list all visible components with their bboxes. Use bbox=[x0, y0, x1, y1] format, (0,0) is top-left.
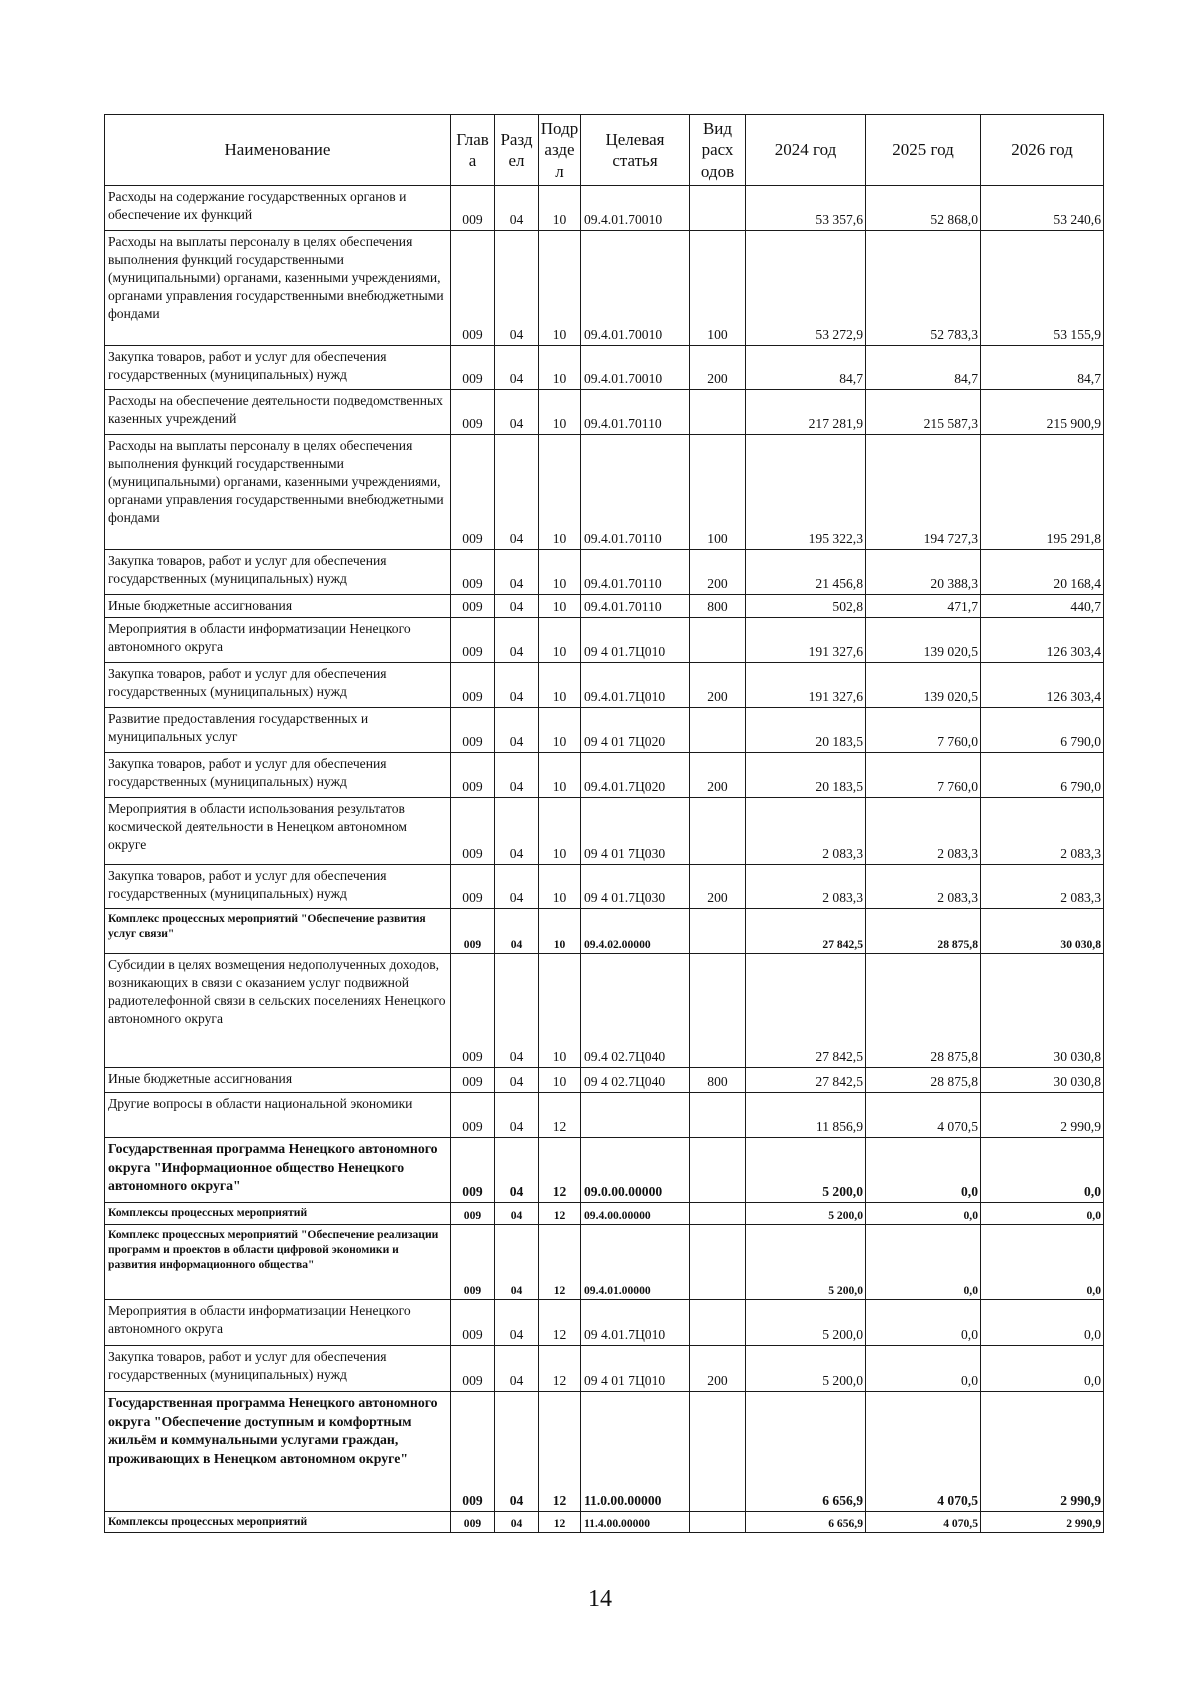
row-target-article: 09.4.01.70110 bbox=[581, 595, 690, 618]
row-target-article: 09.4 02.7Ц040 bbox=[581, 954, 690, 1068]
row-razdel: 04 bbox=[495, 1225, 539, 1300]
row-2025: 20 388,3 bbox=[866, 550, 981, 595]
row-podrazdel: 10 bbox=[539, 663, 581, 708]
row-expense-type bbox=[690, 1093, 746, 1138]
row-podrazdel: 10 bbox=[539, 390, 581, 435]
row-razdel: 04 bbox=[495, 1138, 539, 1203]
row-2024: 11 856,9 bbox=[746, 1093, 866, 1138]
row-name: Другие вопросы в области национальной экономики bbox=[105, 1093, 451, 1138]
row-name: Закупка товаров, работ и услуг для обеспечения государственных (муниципальных) нужд bbox=[105, 346, 451, 390]
row-name: Государственная программа Ненецкого автономного округа "Обеспечение доступным и комфортным жильём и коммунальными услугами граждан, проживающих в Ненецком автономном округе" bbox=[105, 1392, 451, 1512]
row-2026: 0,0 bbox=[981, 1346, 1104, 1392]
row-2026: 84,7 bbox=[981, 346, 1104, 390]
row-target-article: 09.4.01.70010 bbox=[581, 346, 690, 390]
row-2024: 20 183,5 bbox=[746, 708, 866, 753]
table-row bbox=[105, 1392, 1104, 1512]
table-row bbox=[105, 753, 1104, 798]
row-razdel: 04 bbox=[495, 798, 539, 865]
row-name: Закупка товаров, работ и услуг для обеспечения государственных (муниципальных) нужд bbox=[105, 550, 451, 595]
row-target-article: 09.4.01.7Ц020 bbox=[581, 753, 690, 798]
row-expense-type bbox=[690, 1203, 746, 1225]
row-target-article: 09 4 01 7Ц010 bbox=[581, 1346, 690, 1392]
row-target-article: 09.0.00.00000 bbox=[581, 1138, 690, 1203]
row-glava: 009 bbox=[451, 1068, 495, 1093]
row-2024: 502,8 bbox=[746, 595, 866, 618]
row-2024: 53 357,6 bbox=[746, 186, 866, 231]
row-expense-type bbox=[690, 954, 746, 1068]
row-glava: 009 bbox=[451, 1300, 495, 1346]
row-2024: 5 200,0 bbox=[746, 1225, 866, 1300]
row-name: Закупка товаров, работ и услуг для обеспечения государственных (муниципальных) нужд bbox=[105, 1346, 451, 1392]
table-row bbox=[105, 550, 1104, 595]
row-2026: 2 990,9 bbox=[981, 1093, 1104, 1138]
row-2026: 0,0 bbox=[981, 1225, 1104, 1300]
row-razdel: 04 bbox=[495, 231, 539, 346]
row-razdel: 04 bbox=[495, 390, 539, 435]
row-expense-type bbox=[690, 1138, 746, 1203]
row-2026: 0,0 bbox=[981, 1300, 1104, 1346]
row-podrazdel: 12 bbox=[539, 1138, 581, 1203]
row-2024: 6 656,9 bbox=[746, 1512, 866, 1533]
row-name: Мероприятия в области информатизации Ненецкого автономного округа bbox=[105, 618, 451, 663]
row-expense-type bbox=[690, 1300, 746, 1346]
row-2024: 217 281,9 bbox=[746, 390, 866, 435]
row-razdel: 04 bbox=[495, 186, 539, 231]
row-podrazdel: 12 bbox=[539, 1392, 581, 1512]
row-expense-type: 200 bbox=[690, 663, 746, 708]
row-name: Субсидии в целях возмещения недополученных доходов, возникающих в связи с оказанием услуг подвижной радиотелефонной связи в сельских поселениях Ненецкого автономного округа bbox=[105, 954, 451, 1068]
row-expense-type bbox=[690, 708, 746, 753]
row-2025: 28 875,8 bbox=[866, 1068, 981, 1093]
row-expense-type: 100 bbox=[690, 435, 746, 550]
row-glava: 009 bbox=[451, 663, 495, 708]
row-2025: 28 875,8 bbox=[866, 954, 981, 1068]
row-razdel: 04 bbox=[495, 550, 539, 595]
row-2025: 0,0 bbox=[866, 1138, 981, 1203]
row-glava: 009 bbox=[451, 595, 495, 618]
row-2026: 30 030,8 bbox=[981, 954, 1104, 1068]
row-glava: 009 bbox=[451, 1225, 495, 1300]
row-2026: 195 291,8 bbox=[981, 435, 1104, 550]
row-2024: 5 200,0 bbox=[746, 1346, 866, 1392]
row-2026: 2 083,3 bbox=[981, 798, 1104, 865]
row-expense-type: 200 bbox=[690, 865, 746, 909]
row-razdel: 04 bbox=[495, 1392, 539, 1512]
row-target-article: 09.4.01.70110 bbox=[581, 550, 690, 595]
row-2026: 20 168,4 bbox=[981, 550, 1104, 595]
row-2025: 4 070,5 bbox=[866, 1093, 981, 1138]
row-target-article: 11.4.00.00000 bbox=[581, 1512, 690, 1533]
row-glava: 009 bbox=[451, 1392, 495, 1512]
row-2024: 20 183,5 bbox=[746, 753, 866, 798]
row-expense-type bbox=[690, 1512, 746, 1533]
row-podrazdel: 10 bbox=[539, 798, 581, 865]
row-podrazdel: 10 bbox=[539, 618, 581, 663]
row-2026: 126 303,4 bbox=[981, 663, 1104, 708]
row-2026: 0,0 bbox=[981, 1138, 1104, 1203]
row-razdel: 04 bbox=[495, 663, 539, 708]
table-row bbox=[105, 1203, 1104, 1225]
row-podrazdel: 12 bbox=[539, 1203, 581, 1225]
row-podrazdel: 12 bbox=[539, 1300, 581, 1346]
row-name: Мероприятия в области использования результатов космической деятельности в Ненецком автономном округе bbox=[105, 798, 451, 865]
row-name: Государственная программа Ненецкого автономного округа "Информационное общество Ненецкого автономного округа" bbox=[105, 1138, 451, 1203]
row-2026: 2 990,9 bbox=[981, 1392, 1104, 1512]
row-razdel: 04 bbox=[495, 865, 539, 909]
row-2025: 84,7 bbox=[866, 346, 981, 390]
row-expense-type: 200 bbox=[690, 1346, 746, 1392]
table-row bbox=[105, 865, 1104, 909]
table-row bbox=[105, 708, 1104, 753]
row-2026: 2 990,9 bbox=[981, 1512, 1104, 1533]
row-target-article: 09 4 01 7Ц030 bbox=[581, 798, 690, 865]
header-name: Наименование bbox=[105, 115, 451, 186]
row-razdel: 04 bbox=[495, 1346, 539, 1392]
row-razdel: 04 bbox=[495, 1068, 539, 1093]
row-target-article: 09 4 01 7Ц020 bbox=[581, 708, 690, 753]
row-target-article: 09.4.01.70010 bbox=[581, 186, 690, 231]
row-glava: 009 bbox=[451, 618, 495, 663]
table-row bbox=[105, 909, 1104, 954]
row-razdel: 04 bbox=[495, 595, 539, 618]
row-2025: 471,7 bbox=[866, 595, 981, 618]
row-2025: 4 070,5 bbox=[866, 1392, 981, 1512]
row-target-article: 09 4 01.7Ц030 bbox=[581, 865, 690, 909]
table-row bbox=[105, 1068, 1104, 1093]
table-header-row bbox=[105, 115, 1104, 186]
row-2026: 6 790,0 bbox=[981, 708, 1104, 753]
row-glava: 009 bbox=[451, 708, 495, 753]
row-2026: 53 240,6 bbox=[981, 186, 1104, 231]
row-2024: 5 200,0 bbox=[746, 1300, 866, 1346]
row-2024: 21 456,8 bbox=[746, 550, 866, 595]
table-row bbox=[105, 186, 1104, 231]
row-2024: 191 327,6 bbox=[746, 663, 866, 708]
row-2025: 28 875,8 bbox=[866, 909, 981, 954]
header-podrazdel: Подр азде л bbox=[539, 115, 581, 186]
row-expense-type: 100 bbox=[690, 231, 746, 346]
row-podrazdel: 10 bbox=[539, 1068, 581, 1093]
row-2026: 126 303,4 bbox=[981, 618, 1104, 663]
header-target-article: Целевая статья bbox=[581, 115, 690, 186]
table-row bbox=[105, 231, 1104, 346]
row-name: Иные бюджетные ассигнования bbox=[105, 595, 451, 618]
row-glava: 009 bbox=[451, 753, 495, 798]
row-2025: 215 587,3 bbox=[866, 390, 981, 435]
row-2025: 4 070,5 bbox=[866, 1512, 981, 1533]
row-expense-type bbox=[690, 390, 746, 435]
row-2025: 0,0 bbox=[866, 1300, 981, 1346]
header-2025: 2025 год bbox=[866, 115, 981, 186]
row-podrazdel: 10 bbox=[539, 865, 581, 909]
row-2025: 139 020,5 bbox=[866, 663, 981, 708]
table-row bbox=[105, 390, 1104, 435]
row-name: Закупка товаров, работ и услуг для обеспечения государственных (муниципальных) нужд bbox=[105, 753, 451, 798]
row-target-article bbox=[581, 1093, 690, 1138]
row-podrazdel: 10 bbox=[539, 231, 581, 346]
row-name: Закупка товаров, работ и услуг для обеспечения государственных (муниципальных) нужд bbox=[105, 663, 451, 708]
table-row bbox=[105, 1346, 1104, 1392]
row-expense-type bbox=[690, 1225, 746, 1300]
row-target-article: 09 4 01.7Ц010 bbox=[581, 618, 690, 663]
row-razdel: 04 bbox=[495, 1512, 539, 1533]
header-razdel: Разд ел bbox=[495, 115, 539, 186]
row-target-article: 09.4.01.7Ц010 bbox=[581, 663, 690, 708]
row-2025: 52 868,0 bbox=[866, 186, 981, 231]
row-2024: 191 327,6 bbox=[746, 618, 866, 663]
row-glava: 009 bbox=[451, 1346, 495, 1392]
row-podrazdel: 10 bbox=[539, 708, 581, 753]
row-name: Комплекс процессных мероприятий "Обеспечение развития услуг связи" bbox=[105, 909, 451, 954]
row-podrazdel: 10 bbox=[539, 954, 581, 1068]
header-2024: 2024 год bbox=[746, 115, 866, 186]
row-2026: 53 155,9 bbox=[981, 231, 1104, 346]
row-glava: 009 bbox=[451, 798, 495, 865]
row-2026: 30 030,8 bbox=[981, 1068, 1104, 1093]
row-2025: 0,0 bbox=[866, 1346, 981, 1392]
row-podrazdel: 10 bbox=[539, 753, 581, 798]
table-row bbox=[105, 618, 1104, 663]
row-2024: 27 842,5 bbox=[746, 954, 866, 1068]
row-glava: 009 bbox=[451, 550, 495, 595]
row-2024: 27 842,5 bbox=[746, 909, 866, 954]
row-2026: 6 790,0 bbox=[981, 753, 1104, 798]
row-2024: 6 656,9 bbox=[746, 1392, 866, 1512]
row-expense-type: 200 bbox=[690, 550, 746, 595]
row-podrazdel: 12 bbox=[539, 1346, 581, 1392]
row-glava: 009 bbox=[451, 1093, 495, 1138]
table-row bbox=[105, 1138, 1104, 1203]
row-glava: 009 bbox=[451, 346, 495, 390]
row-2024: 2 083,3 bbox=[746, 865, 866, 909]
row-2025: 194 727,3 bbox=[866, 435, 981, 550]
row-2026: 0,0 bbox=[981, 1203, 1104, 1225]
table-row bbox=[105, 798, 1104, 865]
row-2026: 2 083,3 bbox=[981, 865, 1104, 909]
row-expense-type: 800 bbox=[690, 595, 746, 618]
header-2026: 2026 год bbox=[981, 115, 1104, 186]
row-2025: 2 083,3 bbox=[866, 798, 981, 865]
row-expense-type bbox=[690, 186, 746, 231]
row-name: Иные бюджетные ассигнования bbox=[105, 1068, 451, 1093]
row-2024: 5 200,0 bbox=[746, 1138, 866, 1203]
row-target-article: 09.4.01.00000 bbox=[581, 1225, 690, 1300]
row-target-article: 11.0.00.00000 bbox=[581, 1392, 690, 1512]
row-podrazdel: 12 bbox=[539, 1225, 581, 1300]
row-name: Комплексы процессных мероприятий bbox=[105, 1203, 451, 1225]
row-expense-type bbox=[690, 1392, 746, 1512]
budget-table bbox=[104, 114, 1104, 1533]
row-glava: 009 bbox=[451, 909, 495, 954]
row-2026: 215 900,9 bbox=[981, 390, 1104, 435]
header-expense-type: Вид расх одов bbox=[690, 115, 746, 186]
row-podrazdel: 12 bbox=[539, 1512, 581, 1533]
table-row bbox=[105, 595, 1104, 618]
row-glava: 009 bbox=[451, 1203, 495, 1225]
row-2026: 440,7 bbox=[981, 595, 1104, 618]
row-podrazdel: 10 bbox=[539, 550, 581, 595]
table-row bbox=[105, 1300, 1104, 1346]
row-expense-type: 200 bbox=[690, 753, 746, 798]
row-podrazdel: 10 bbox=[539, 346, 581, 390]
table-row bbox=[105, 954, 1104, 1068]
row-podrazdel: 10 bbox=[539, 186, 581, 231]
row-expense-type bbox=[690, 909, 746, 954]
row-razdel: 04 bbox=[495, 1203, 539, 1225]
row-2024: 84,7 bbox=[746, 346, 866, 390]
row-podrazdel: 10 bbox=[539, 909, 581, 954]
row-name: Мероприятия в области информатизации Ненецкого автономного округа bbox=[105, 1300, 451, 1346]
header-glava: Глав а bbox=[451, 115, 495, 186]
row-2024: 2 083,3 bbox=[746, 798, 866, 865]
row-name: Развитие предоставления государственных и муниципальных услуг bbox=[105, 708, 451, 753]
row-target-article: 09.4.00.00000 bbox=[581, 1203, 690, 1225]
row-razdel: 04 bbox=[495, 909, 539, 954]
row-razdel: 04 bbox=[495, 954, 539, 1068]
row-name: Расходы на выплаты персоналу в целях обеспечения выполнения функций государственными (муниципальными) органами, казенными учреждениями, органами управления государственными внебюджетными фондами bbox=[105, 435, 451, 550]
row-2025: 0,0 bbox=[866, 1225, 981, 1300]
row-name: Расходы на выплаты персоналу в целях обеспечения выполнения функций государственными (муниципальными) органами, казенными учреждениями, органами управления государственными внебюджетными фондами bbox=[105, 231, 451, 346]
row-razdel: 04 bbox=[495, 435, 539, 550]
row-razdel: 04 bbox=[495, 346, 539, 390]
table-row bbox=[105, 346, 1104, 390]
row-2025: 139 020,5 bbox=[866, 618, 981, 663]
row-2025: 52 783,3 bbox=[866, 231, 981, 346]
table-row bbox=[105, 663, 1104, 708]
row-razdel: 04 bbox=[495, 1300, 539, 1346]
row-razdel: 04 bbox=[495, 618, 539, 663]
row-glava: 009 bbox=[451, 1512, 495, 1533]
row-expense-type: 200 bbox=[690, 346, 746, 390]
table-row bbox=[105, 1093, 1104, 1138]
row-name: Расходы на содержание государственных органов и обеспечение их функций bbox=[105, 186, 451, 231]
row-target-article: 09.4.01.70010 bbox=[581, 231, 690, 346]
row-glava: 009 bbox=[451, 1138, 495, 1203]
row-glava: 009 bbox=[451, 954, 495, 1068]
row-name: Закупка товаров, работ и услуг для обеспечения государственных (муниципальных) нужд bbox=[105, 865, 451, 909]
row-glava: 009 bbox=[451, 390, 495, 435]
row-target-article: 09.4.01.70110 bbox=[581, 390, 690, 435]
row-glava: 009 bbox=[451, 186, 495, 231]
row-expense-type: 800 bbox=[690, 1068, 746, 1093]
row-target-article: 09.4.02.00000 bbox=[581, 909, 690, 954]
row-expense-type bbox=[690, 798, 746, 865]
row-podrazdel: 10 bbox=[539, 595, 581, 618]
row-name: Комплекс процессных мероприятий "Обеспечение реализации программ и проектов в области цифровой экономики и развития информационного общества" bbox=[105, 1225, 451, 1300]
row-2026: 30 030,8 bbox=[981, 909, 1104, 954]
row-2025: 7 760,0 bbox=[866, 753, 981, 798]
row-target-article: 09.4.01.70110 bbox=[581, 435, 690, 550]
table-row bbox=[105, 435, 1104, 550]
row-glava: 009 bbox=[451, 231, 495, 346]
row-name: Комплексы процессных мероприятий bbox=[105, 1512, 451, 1533]
row-2025: 0,0 bbox=[866, 1203, 981, 1225]
page-number: 14 bbox=[588, 1586, 612, 1612]
row-2024: 27 842,5 bbox=[746, 1068, 866, 1093]
table-row bbox=[105, 1225, 1104, 1300]
row-podrazdel: 12 bbox=[539, 1093, 581, 1138]
row-expense-type bbox=[690, 618, 746, 663]
row-glava: 009 bbox=[451, 435, 495, 550]
row-2024: 195 322,3 bbox=[746, 435, 866, 550]
row-2024: 53 272,9 bbox=[746, 231, 866, 346]
row-target-article: 09 4.01.7Ц010 bbox=[581, 1300, 690, 1346]
row-podrazdel: 10 bbox=[539, 435, 581, 550]
row-target-article: 09 4 02.7Ц040 bbox=[581, 1068, 690, 1093]
table-row bbox=[105, 1512, 1104, 1533]
row-razdel: 04 bbox=[495, 753, 539, 798]
row-name: Расходы на обеспечение деятельности подведомственных казенных учреждений bbox=[105, 390, 451, 435]
row-2025: 7 760,0 bbox=[866, 708, 981, 753]
row-razdel: 04 bbox=[495, 1093, 539, 1138]
row-glava: 009 bbox=[451, 865, 495, 909]
row-2025: 2 083,3 bbox=[866, 865, 981, 909]
row-2024: 5 200,0 bbox=[746, 1203, 866, 1225]
row-razdel: 04 bbox=[495, 708, 539, 753]
